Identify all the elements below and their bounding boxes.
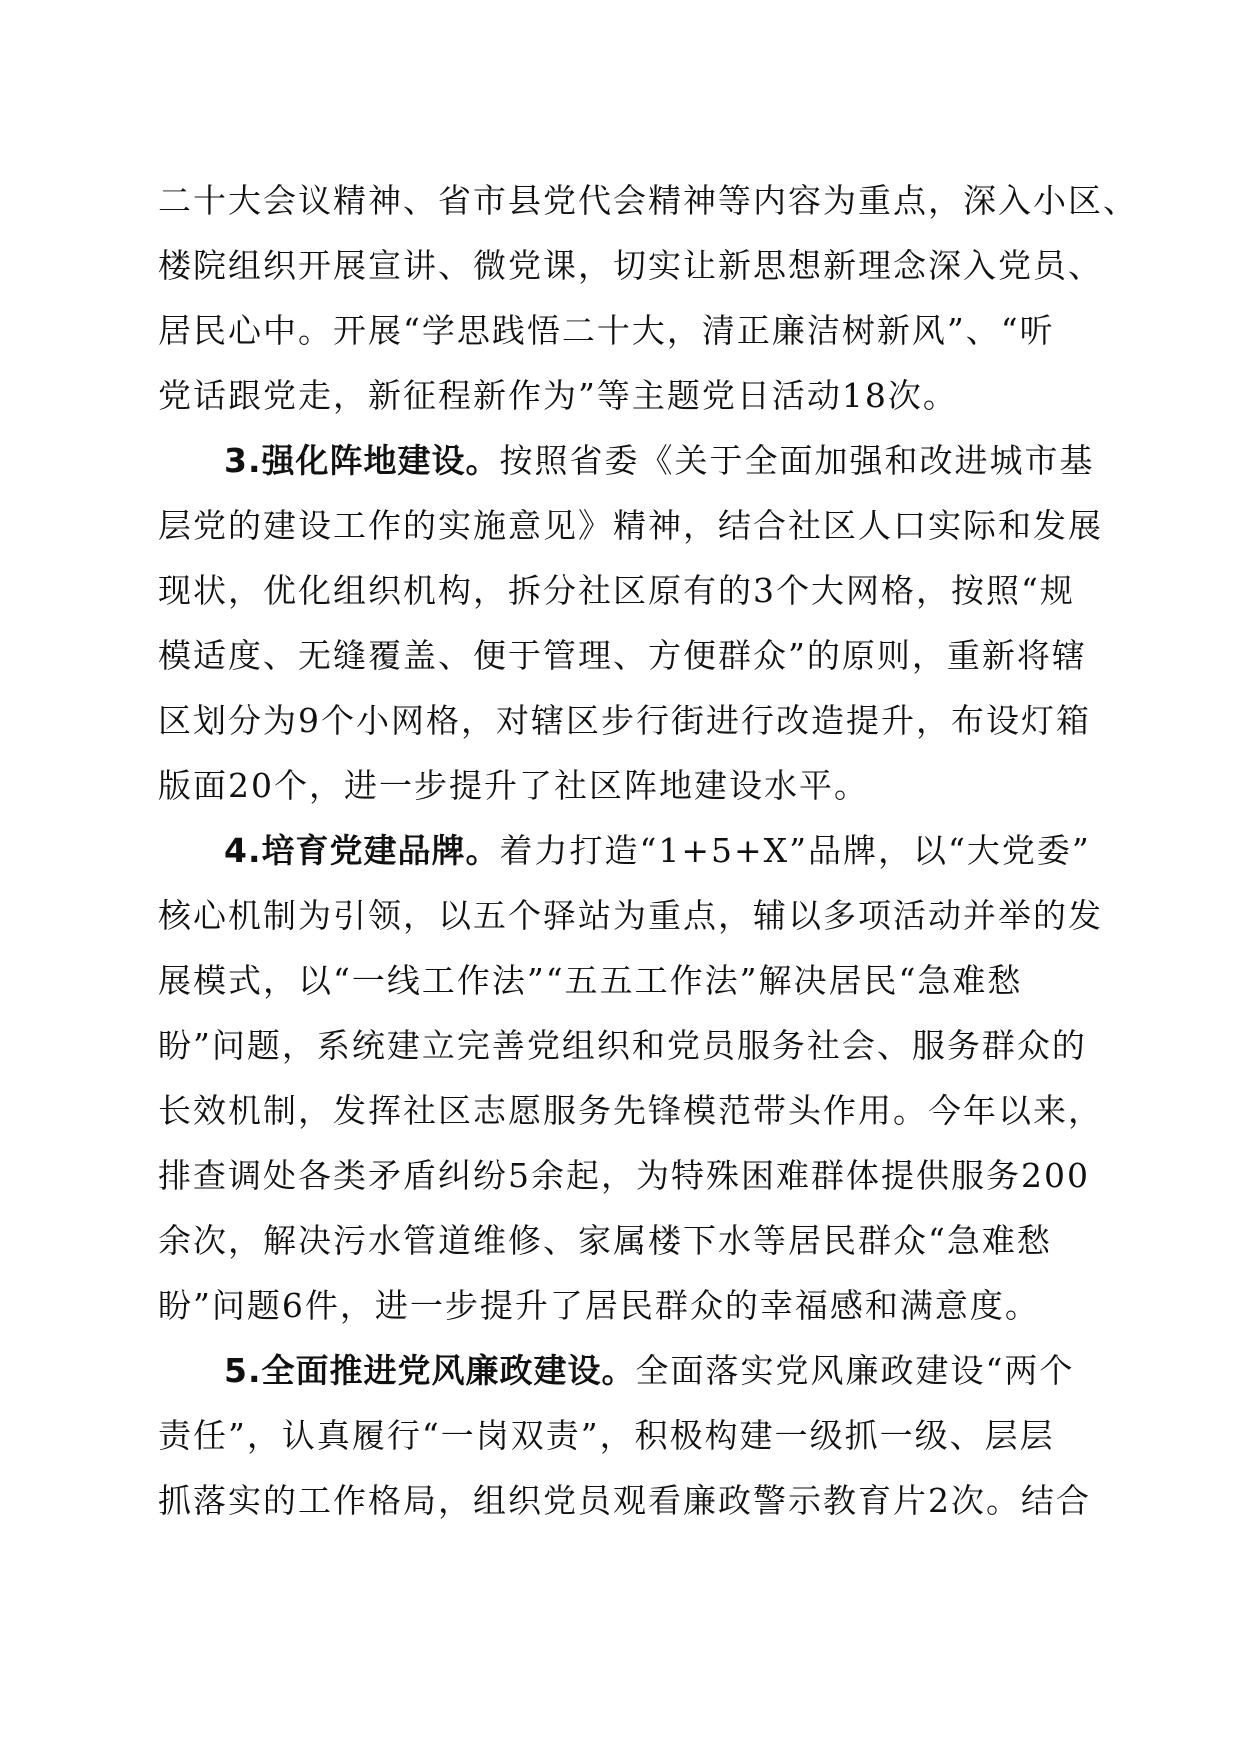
section-heading: 4.培育党建品牌。 xyxy=(224,831,500,870)
section-heading: 5.全面推进党风廉政建设。 xyxy=(224,1351,636,1390)
paragraph-line: 楼院组织开展宣讲、微党课，切实让新思想新理念深入党员、 xyxy=(158,246,1103,285)
paragraph-position-building xyxy=(158,428,1103,818)
paragraph-continuation xyxy=(158,168,1138,428)
paragraph-line: 现状，优化组织机构，拆分社区原有的3个大网格，按照“规 xyxy=(158,571,1075,610)
paragraph-first-line xyxy=(158,428,1095,493)
paragraph-first-line xyxy=(158,1338,1088,1403)
paragraph-line: 居民心中。开展“学思践悟二十大，清正廉洁树新风”、“听 xyxy=(158,311,1055,350)
section-heading: 3.强化阵地建设。 xyxy=(224,441,500,480)
paragraph-line: 核心机制为引领，以五个驿站为重点，辅以多项活动并举的发 xyxy=(158,896,1103,935)
paragraph-line: 二十大会议精神、省市县党代会精神等内容为重点，深入小区、 xyxy=(158,181,1138,220)
document-body xyxy=(158,168,1138,1533)
paragraph-line: 模适度、无缝覆盖、便于管理、方便群众”的原则，重新将辖 xyxy=(158,636,1087,675)
paragraph-line: 盼”问题，系统建立完善党组织和党员服务社会、服务群众的 xyxy=(158,1026,1087,1065)
paragraph-line: 抓落实的工作格局，组织党员观看廉政警示教育片2次。结合 xyxy=(158,1481,1091,1520)
paragraph-text: 按照省委《关于全面加强和改进城市基 xyxy=(499,441,1095,480)
paragraph-line: 责任”，认真履行“一岗双责”，积极构建一级抓一级、层层 xyxy=(158,1416,1055,1455)
paragraph-line: 党话跟党走，新征程新作为”等主题党日活动18次。 xyxy=(158,376,958,415)
paragraph-line: 区划分为9个小网格，对辖区步行街进行改造提升，布设灯箱 xyxy=(158,701,1091,740)
paragraph-party-brand xyxy=(158,818,1103,1338)
paragraph-clean-governance xyxy=(158,1338,1091,1533)
paragraph-line: 版面20个，进一步提升了社区阵地建设水平。 xyxy=(158,766,869,805)
paragraph-line: 长效机制，发挥社区志愿服务先锋模范带头作用。今年以来， xyxy=(158,1091,1103,1130)
paragraph-line: 层党的建设工作的实施意见》精神，结合社区人口实际和发展 xyxy=(158,506,1103,545)
paragraph-first-line xyxy=(158,818,1091,883)
paragraph-line: 排查调处各类矛盾纠纷5余起，为特殊困难群体提供服务200 xyxy=(158,1156,1090,1195)
paragraph-text: 全面落实党风廉政建设“两个 xyxy=(635,1351,1075,1390)
paragraph-line: 展模式，以“一线工作法”“五五工作法”解决居民“急难愁 xyxy=(158,961,1023,1000)
paragraph-line: 盼”问题6件，进一步提升了居民群众的幸福感和满意度。 xyxy=(158,1286,1040,1325)
paragraph-line: 余次，解决污水管道维修、家属楼下水等居民群众“急难愁 xyxy=(158,1221,1052,1260)
paragraph-text: 着力打造“1+5+X”品牌，以“大党委” xyxy=(499,831,1091,870)
